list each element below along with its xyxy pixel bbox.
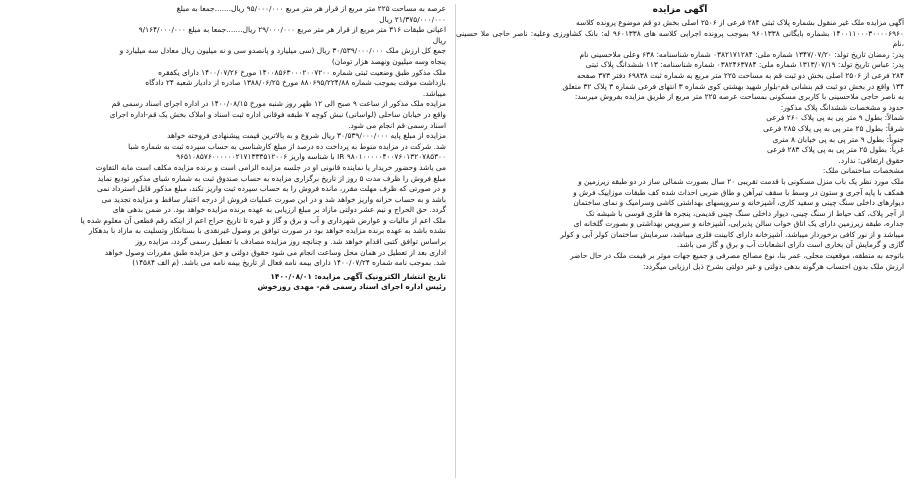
notice-line: مزایده ملک مذکور از ساعت ۹ صبح الی ۱۲ ظهر روز شنبه مورخ ۱۴۰۰/۰۸/۱۵ در اداره اجرای اسناد رسمی قم: [111, 99, 446, 109]
notice-line: پدر: عباس تاریخ تولد: ۱۳۱۳/۰۷/۱۹ شماره ملی: ۰۳۸۲۴۶۳۷۸۴ شماره شناسنامه: ۱۱۳ ششدانگ پلاک ثبتی: [585, 60, 904, 70]
publish-date: تاریخ انتشار الکترونیک آگهی مزایده: ۱۴۰۰/۰۸/۰۱: [270, 271, 446, 281]
notice-line: گردد. حق الحراج و نیم عشر دولتی مازاد بر مبلغ ارزیابی به عهده برنده مزایده خواهد بود. در ضمن بدهی های: [112, 205, 446, 215]
notice-line: حدود و مشخصات ششدانگ پلاک مذکور:: [780, 102, 904, 112]
notice-line: اسناد رسمی قم انجام می شود.: [348, 120, 446, 130]
notice-line: ملک اعم از مالیات و عوارض شهرداری و آب و برق و گاز و غیره تا تاریخ حراج اعم از اینکه رقم قطعی آن معلوم شده یا: [80, 215, 446, 225]
notice-line: از آجر پلاک، کف حیاط از سنگ چینی، دیوار داخلی سنگ چینی قدیمی، پنجره ها فلزی قوسی با شیشه تک: [585, 208, 904, 218]
notice-line: جنوباً: بطول ۹ متر پی به پی خیابان ۸ متری: [772, 134, 904, 144]
notice-line: حقوق ارتفاقی: ندارد.: [838, 155, 904, 165]
left-column: [6, 4, 446, 478]
notice-line: به ناصر حاجی ملاحسینی با کاربری مسکونی بمساحت عرصه ۲۲۵ متر مربع از طریق مزایده بفروش میرسد:: [574, 92, 904, 102]
notice-line: عرصه به مساحت ۲۲۵ متر مربع از قرار هر متر مربع ۹۵/۰۰۰/۰۰۰ ریال.......جمعا به مبلغ: [176, 4, 446, 13]
notice-line: مزایده از مبلغ پایه ۳۰/۵۳۹/۰۰۰/۰۰۰ ریال شروع و به بالاترین قیمت پیشنهادی فروخته خواهد: [167, 131, 446, 141]
notice-line: همکف با پایه آجری و ستون در وسط با سقف تیرآهن و طاق ضربی احداث شده کف طبقات موزاییک فرش و: [573, 187, 904, 197]
notice-line: اداری بعد از تعطیل در همان محل وساعت انجام می شود حقوق دولتی و حق مزایده طبق مقررات وصول خواهد: [104, 247, 446, 257]
notice-line: و در صورتی که ظرف مهلت مقرر، مانده فروش را به حساب سپرده ثبت واریز نکند، مبلغ مذکور قابل استرداد نمی: [96, 184, 446, 194]
notice-line: شد. بموجب نامه شماره ۱۴۰۰/۰۷/۲۴ دارای بیمه نامه فعال از تاریخ بیمه نامه می باشد. (م الف ۱۴۵۸۴): [132, 258, 446, 268]
notice-line: شد. شرکت در مزایده منوط به پرداخت ده درصد از مبلغ کارشناسی به حساب سپرده ثبت به شماره شبا: [128, 141, 446, 151]
notice-line: گازی و گرمایش آن بخاری است دارای انشعابات آب و برق و گاز می باشد.: [676, 240, 904, 250]
notice-line: دیوارهای داخلی سنگ چینی و سفید کاری، آشپزخانه و سرویسهای بهداشتی کاشی وسرامیک و نمای ساختمان: [573, 198, 904, 208]
notice-title: آگهی مزایده: [652, 5, 708, 15]
notice-line: نشده باشد به عهده برنده مزایده خواهد بود در صورت توافق بر وصول غیرنقدی با بستانکار وتسلیت به مازاد با بدهکار: [88, 226, 446, 236]
notice-line: ۲۱/۳۷۵/۰۰۰/۰۰۰ ریال: [379, 14, 446, 24]
notice-line: میباشد و از نور کافی برخوردار میباشد، آشپزخانه دارای کابینت فلزی میباشد، سرمایش ساختمان کولر آبی و کولر: [560, 229, 904, 239]
notice-line: ۱۴۰۰۱۱۰۰۰۳۰۰۰۰۶۹۶۰ بشماره بایگانی ۹۶۰۱۳۳۸ بموجب پرونده اجرایی کلاسه های ۹۶۰۱۳۳۸ له: بانک کشاورزی وعلیه: ناصر حاجی ملا حسینی ،نام: [456, 28, 904, 49]
notice-line: شرقاً: بطول ۲۵ متر پی به پی پلاک ۲۸۵ فرعی: [763, 123, 904, 133]
right-column-text: [456, 18, 904, 272]
notice-line: ارزش ملک بدون احتساب هرگونه بدهی دولتی و غیر دولتی بشرح ذیل ارزیابی میگردد:: [642, 261, 904, 271]
notice-line: ریال: [432, 35, 446, 45]
notice-line: آگهی مزایده ملک غیر منقول بشماره پلاک ثبتی ۲۸۴ فرعی از ۲۵۰۶ اصلی بخش دو قم موضوع پرونده کلاسه: [575, 18, 904, 27]
notice-line: غرباً: بطول ۲۵ متر پی به پی پلاک ۲۸۳ فرعی: [766, 145, 904, 155]
notice-line: جداره، طبقه زیرزمین دارای یک اتاق خواب سالن پذیرایی، آشپزخانه و سرویس بهداشتی و بصورت گلخانه ای: [573, 219, 904, 229]
notice-line: واقع در خیابان ساحلی (لواسانی) نبش کوچه ۷ طبقه فوقانی اداره ثبت اسناد و املاک بخش یک قم-اداره اجرای: [109, 109, 446, 119]
right-column: [456, 4, 904, 478]
notice-line: باشد و به حساب خزانه واریز خواهد شد و در این صورت عملیات فروش از درجه اعتبار ساقط و مزایده تجدید می: [101, 194, 446, 204]
notice-line: باتوجه به منطقه، موقعیت محلی، عمر بنا، نوع مصالح مصرفی و جمیع جهات موثر بر قیمت ملک در حال حاضر: [570, 251, 904, 261]
notice-line: براساس توافق کتبی اقدام خواهد شد. و چنانچه روز مزایده مصادف با تعطیل رسمی گردد، مزایده روز: [135, 237, 446, 247]
notice-line: پدر: رمضان تاریخ تولد: ۱۳۴۷/۰۷/۲۰ شماره ملی: ۰۳۸۲۱۷۱۲۸۴ شماره شناسنامه: ۶۳۸ وعلی ملاحسینی نام: [579, 49, 904, 59]
notice-line: ملک مورد نظر یک باب منزل مسکونی با قدمت تقریبی ۲۰ سال بصورت شمالی ساز در دو طبقه زیرزمین و: [578, 176, 904, 186]
notice-line: ملک مذکور طبق وضعیت ثبتی شماره ۱۴۰۰۸۵۶۳۰۰۰۲۰۰۷۲۰۰ مورخ ۱۴۰۰/۰۷/۲۶ دارای یکفقره: [158, 67, 446, 77]
signature: رئیس اداره اجرای اسناد رسمی قم- مهدی روزخوش: [257, 282, 446, 292]
notice-line: پنجاه وسه میلیون ونهصد هزار تومان): [331, 56, 446, 66]
notice-line: می باشد وحضور خریدار یا نماینده قانونی او در جلسه مزایده الزامی است و برنده مزایده مکلف است مابه التفاوت: [95, 162, 446, 172]
notice-line: بازداشت موقت بموجب شماره ۸۸۰۶۹۵/۲۲۴/۸۸ مورخ ۱۳۸۸/۰۶/۲۵ صادره از دادیار شعبه ۲۴ دادگاه: [145, 78, 446, 88]
notice-line: میباشد.: [422, 88, 446, 98]
notice-line: اعیانی طبقات ۳۱۶ متر مربع از قرار هر متر مربع ۲۹/۰۰۰/۰۰۰ ریال.......جمعا به مبلغ ۹/۱۶۴/۰۰۰/۰۰۰: [138, 25, 446, 35]
notice-line: جمع کل ارزش ملک ۳۰/۵۳۹/۰۰۰/۰۰۰ ریال (سی میلیارد و پانصدو سی و نه میلیون ریال معادل سه میلیارد و: [119, 46, 446, 56]
notice-line: شمالاً: بطول ۹ متر پی به پی پلاک ۲۶۰ فرعی: [766, 113, 904, 123]
notice-line: مشخصات ساختمانی ملک:: [822, 166, 904, 176]
left-column-text: [6, 4, 446, 269]
notice-line: IR ۹۸۰۱۰۰۰۰۰۴۰۰۷۶۰۱۳۲۰۷۸۵۳۰۰ با شناسه واریز ۹۶۵۱۰۸۵۷۶۰۰۰۰۰۰۲۱۷۱۳۳۳۵۱۲۰۰۶: [176, 152, 446, 162]
notice-line: ۲۸۴ فرعی از ۲۵۰۶ اصلی بخش دو ثبت قم به مساحت ۲۲۵ متر مربع به شماره ثبت ۶۹۸۳۸ دفتر ۳۷۳ صفحه: [577, 70, 904, 80]
notice-line: مبلغ فروش را ظرف مدت ۵ روز از تاریخ برگزاری مزایده به حساب صندوق ثبت به شماره شبای مذکور تودیع نماید: [97, 173, 446, 183]
notice-line: ۱۳۴ واقع در بخش دو ثبت قم بنشانی قم-بلوار شهید بهشتی کوی شماره ۳ انتهای فرعی شماره ۳ پلاک ۳۲ متعلق: [562, 81, 904, 91]
